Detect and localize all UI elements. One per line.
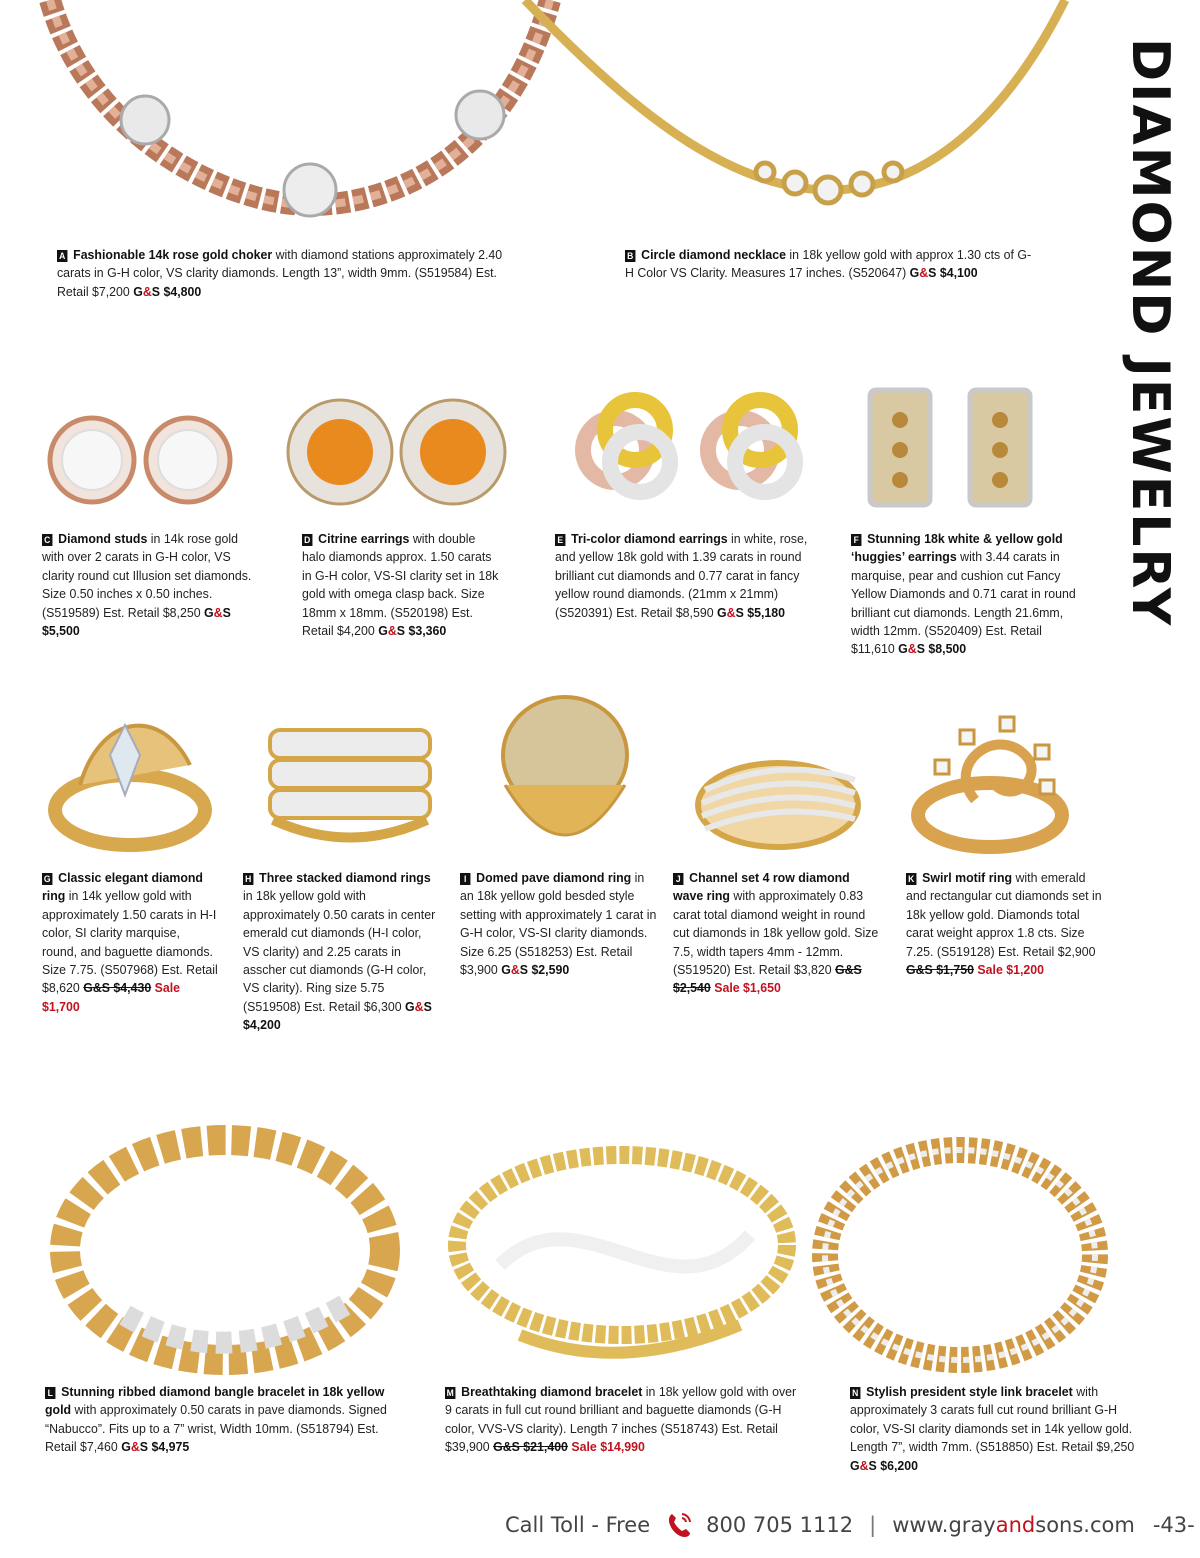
huggies-image [865,385,1045,510]
classic-ring-image [30,695,225,855]
item-description: with 3.44 carats in marquise, pear and cushion cut Fancy Yellow Diamonds and 0.71 carat in round brilliant cut diamonds. Length 21.6mm, width 12mm. (S520409) Est. Retail $11,610 [851,549,1076,657]
domed-ring-image [480,685,650,855]
sale-price: Sale $14,990 [571,1439,645,1455]
item-letter-badge: L [45,1387,55,1399]
item-title: Classic elegant diamond ring [42,870,203,904]
gs-old-price: G&S $1,750 [906,962,974,978]
item-description: in 18k yellow gold with over 9 carats in full cut round brilliant and baguette diamonds (G-H color, VVS-VS clarity). Length 7 inches (S518743) Est. Retail $39,900 [445,1384,797,1455]
gs-price: G&S $6,200 [850,1457,918,1473]
stacked-rings-image [265,715,435,855]
studs-image [45,410,235,510]
item-description: in 18k yellow gold with approx 1.30 cts of G-H Color VS Clarity. Measures 17 inches. (S520647) [625,247,1032,281]
item-title: Breathtaking diamond bracelet [461,1384,643,1399]
sale-price: Sale $1,200 [977,962,1045,978]
gs-price: G&S $8,500 [898,641,967,657]
item-description: with approximately 3 carats full cut round brilliant G-H color, VS-SI clarity diamonds set in 14k yellow gold. Length 7”, width 7mm. (S518850) Est. Retail $9,250 [850,1384,1135,1455]
section-title: DIAMOND JEWELRY [1120,38,1180,628]
item-letter-badge: F [851,534,861,546]
caption-a [57,246,513,301]
item-description: with approximately 0.83 carat total diamond weight in round cut diamonds in 18k yellow gold. Size 7.5, width tapers 4mm - 12mm. (S519520) Est. Retail $3,820 [673,888,879,978]
item-title: Fashionable 14k rose gold choker [73,247,273,262]
choker-image [30,0,570,235]
footer [505,1505,1195,1545]
necklace-image [510,0,1080,230]
swirl-ring-image [905,705,1080,855]
gs-price: G&S $5,500 [42,604,231,639]
caption-e [555,530,816,622]
item-title: Diamond studs [58,531,148,546]
item-title: Channel set 4 row diamond wave ring [673,870,850,904]
bangle-image [45,1115,405,1380]
item-description: with diamond stations approximately 2.40 carats in G-H color, VS clarity diamonds. Length 13”, width 9mm. (S519584) Est. Retail $7,200 [57,247,503,299]
caption-i [460,869,660,979]
item-letter-badge: M [446,1388,454,1398]
gs-price: G&S $3,360 [378,623,447,639]
item-letter-badge: G [43,874,51,884]
tricolor-earrings-image [565,380,830,505]
gs-old-price: G&S $4,430 [83,980,152,996]
caption-c [42,530,261,640]
caption-j [673,869,882,998]
gs-price: G&S $2,590 [501,962,570,978]
caption-k [906,869,1106,979]
caption-l [45,1383,411,1457]
wave-ring-image [690,735,865,855]
item-title: Swirl motif ring [922,870,1013,885]
item-description: with approximately 0.50 carats in pave diamonds. Signed “Nabucco”. Fits up to a 7” wrist, Width 10mm. (S518794) Est. Retail $7,460 [45,1402,387,1455]
item-title: Citrine earrings [318,531,410,546]
phone-icon [664,1510,694,1540]
gs-price: G&S $4,100 [909,265,978,281]
gs-price: G&S $4,975 [121,1439,190,1455]
gs-price: G&S $4,800 [133,283,202,299]
item-description: in 14k rose gold with over 2 carats in G-H color, VS clarity round cut Illusion set diamonds. Size 0.50 inches x 0.50 inches. (S519589) Est. Retail $8,250 [42,531,252,620]
item-description: in 14k yellow gold with approximately 1.50 carats in H-I color, SI clarity marquise, round, and baguette diamonds. Size 7.75. (S507968) Est. Retail $8,620 [42,888,218,996]
caption-f [851,530,1079,659]
item-letter-badge: N [850,1387,860,1399]
phone-number[interactable]: 800 705 1112 [706,1513,854,1537]
item-description: with double halo diamonds approx. 1.50 carats in G-H color, VS-SI clarity set in 18k gold with omega clasp back. Size 18mm x 18mm. (S520198) Est. Retail $4,200 [302,531,499,639]
item-letter-badge: H [243,873,253,885]
gs-price: G&S $4,200 [243,998,432,1033]
caption-m [445,1383,801,1457]
caption-g [42,869,218,1016]
item-letter-badge: E [555,534,565,546]
footer-separator: | [869,1513,877,1537]
link-bracelet-image [810,1130,1110,1380]
item-title: Stunning ribbed diamond bangle bracelet in 18k yellow gold [45,1384,385,1418]
item-letter-badge: J [673,873,683,885]
item-title: Stunning 18k white & yellow gold ‘huggies’ earrings [851,531,1063,565]
gs-old-price: G&S $21,400 [493,1439,568,1455]
item-description: in an 18k yellow gold besded style setting with approximately 1 carat in G-H color, VS-SI clarity diamonds. Size 6.25 (S518253) Est. Retail $3,900 [460,870,657,978]
gs-price: G&S $5,180 [717,604,786,620]
item-title: Circle diamond necklace [641,247,786,262]
item-title: Domed pave diamond ring [476,870,632,885]
caption-d [302,530,502,640]
item-title: Tri-color diamond earrings [571,531,728,546]
sale-price: Sale $1,700 [42,980,181,1014]
sale-price: Sale $1,650 [714,980,781,996]
page-number: -43- [1152,1513,1195,1537]
call-label: Call Toll - Free [505,1513,651,1537]
diamond-bracelet-image [440,1125,805,1380]
item-letter-badge: D [302,534,312,546]
item-title: Three stacked diamond rings [259,870,431,885]
caption-b [625,246,1034,283]
caption-n [850,1383,1135,1475]
item-letter-badge: I [460,873,470,885]
item-letter-badge: B [625,250,635,262]
gs-old-price: G&S $2,540 [673,962,862,996]
caption-h [243,869,438,1035]
item-letter-badge: K [906,873,916,885]
item-letter-badge: A [57,250,67,262]
item-description: in 18k yellow gold with approximately 0.50 carats in center emerald cut diamonds (H-I color, VS clarity) and 2.25 carats in asscher cut diamonds (G-H color, VS clarity). Ring size 5.75 (S519508) Est. Retail $6,300 [243,888,436,1014]
citrine-earrings-image [285,395,510,510]
item-description: in white, rose, and yellow 18k gold with 1.39 carats in round brilliant cut diamonds and 0.77 carat in fancy yellow round diamonds. (21mm x 21mm) (S520391) Est. Retail $8,590 [555,531,808,620]
item-description: with emerald and rectangular cut diamonds set in 18k yellow gold. Diamonds total carat weight approx 1.8 cts. Size 7.25. (S519128) Est. Retail $2,900 [906,870,1102,959]
item-letter-badge: C [42,534,52,546]
website-link[interactable]: www.grayandsons.com [892,1513,1135,1537]
item-title: Stylish president style link bracelet [866,1384,1073,1399]
